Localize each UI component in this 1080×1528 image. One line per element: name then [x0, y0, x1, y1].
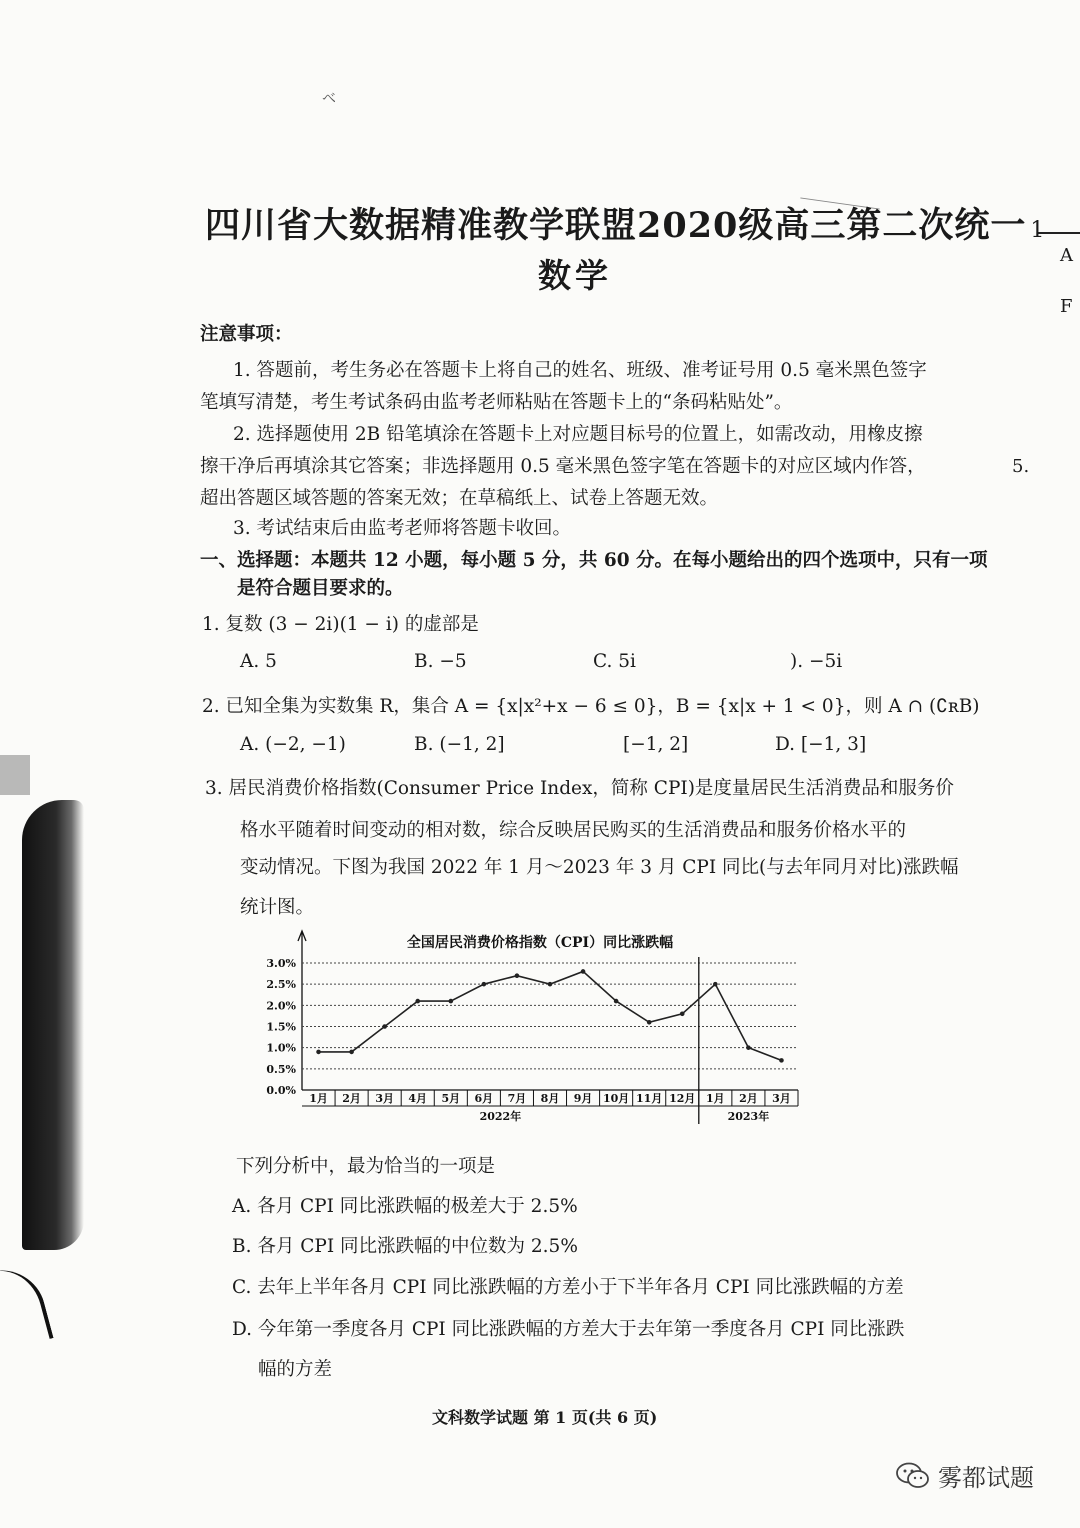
notes-line: 擦干净后再填涂其它答案；非选择题用 0.5 毫米黑色签字笔在答题卡的对应区域内作答， [200, 456, 926, 477]
watermark-text: 雾都试题 [938, 1464, 1034, 1492]
cpi-data-point [515, 973, 520, 978]
x-tick-label: 1月 [309, 1092, 328, 1105]
q1-option-d: ). −5i [790, 651, 843, 672]
cpi-data-point [548, 982, 553, 987]
x-tick-label: 4月 [408, 1092, 428, 1105]
q2-option-a: A. (−2, −1) [240, 734, 346, 755]
cpi-data-point [647, 1020, 652, 1025]
scan-shadow-fragment [0, 755, 30, 795]
cpi-data-point [349, 1050, 354, 1055]
x-tick-label: 11月 [636, 1092, 663, 1105]
cpi-data-point [746, 1045, 751, 1050]
exam-subject: 数学 [538, 256, 612, 295]
q1-option-b: B. −5 [414, 651, 467, 672]
x-tick-label: 10月 [602, 1092, 630, 1105]
year-label-2022: 2022年 [479, 1110, 522, 1123]
scan-shadow [22, 800, 84, 1250]
question-3-stem-line: 统计图。 [240, 897, 315, 918]
q2-option-c: [−1, 2] [623, 734, 689, 755]
cpi-data-point [482, 982, 487, 987]
section-heading-cont: 是符合题目要求的。 [237, 578, 404, 599]
notes-line: 2. 选择题使用 2B 铅笔填涂在答题卡上对应题目标号的位置上，如需改动，用橡皮擦 [233, 424, 923, 445]
question-1-stem: 1. 复数 (3 − 2i)(1 − i) 的虚部是 [202, 614, 479, 635]
y-tick-label: 0.5% [266, 1062, 296, 1076]
q1-option-c: C. 5i [593, 651, 636, 672]
notes-line: 3. 考试结束后由监考老师将答题卡收回。 [233, 518, 572, 539]
y-tick-label: 2.0% [266, 999, 296, 1013]
y-tick-label: 3.0% [266, 957, 296, 970]
notes-line: 1. 答题前，考生务必在答题卡上将自己的姓名、班级、准考证号用 0.5 毫米黑色签字 [233, 360, 927, 381]
q3-option-b: B. 各月 CPI 同比涨跌幅的中位数为 2.5% [232, 1236, 578, 1257]
cpi-data-point [316, 1050, 321, 1055]
edge-letter-f: F [1060, 296, 1073, 317]
q2-option-b: B. (−1, 2] [414, 734, 505, 755]
y-tick-label: 0.0% [266, 1084, 296, 1097]
cpi-line-chart [240, 925, 810, 1130]
y-tick-label: 1.0% [266, 1041, 296, 1055]
question-3-stem-line: 变动情况。下图为我国 2022 年 1 月～2023 年 3 月 CPI 同比(与去年同月对比)涨跌幅 [240, 857, 959, 878]
watermark [896, 1458, 1034, 1493]
section-heading: 一、选择题：本题共 12 小题，每小题 5 分，共 60 分。在每小题给出的四个选项中，只有一项 [200, 550, 988, 571]
question-3-prompt: 下列分析中，最为恰当的一项是 [236, 1156, 496, 1177]
x-tick-label: 7月 [507, 1092, 527, 1105]
y-tick-label: 2.5% [266, 978, 296, 992]
x-tick-label: 3月 [772, 1092, 791, 1105]
cpi-data-point [779, 1058, 784, 1063]
cpi-data-point [382, 1024, 387, 1029]
cpi-data-point [614, 999, 619, 1004]
chart-title: 全国居民消费价格指数（CPI）同比涨跌幅 [406, 935, 674, 951]
x-tick-label: 6月 [474, 1092, 494, 1105]
cpi-data-point [581, 969, 586, 974]
notes-line: 超出答题区域答题的答案无效；在草稿纸上、试卷上答题无效。 [200, 488, 719, 509]
exam-title-tail: 1 [1030, 218, 1046, 243]
question-2-stem: 2. 已知全集为实数集 R，集合 A = {x|x²+x − 6 ≤ 0}，B = {x|x + 1 < 0}，则 A ∩ (∁ʀB) [202, 696, 980, 717]
y-tick-label: 1.5% [266, 1020, 296, 1034]
q3-option-c: C. 去年上半年各月 CPI 同比涨跌幅的方差小于下半年各月 CPI 同比涨跌幅的方差 [232, 1277, 904, 1298]
edge-number: 5. [1012, 456, 1030, 477]
question-3-stem-line: 3. 居民消费价格指数(Consumer Price Index，简称 CPI)是度量居民生活消费品和服务价 [205, 778, 954, 799]
q3-option-d-cont: 幅的方差 [258, 1359, 333, 1380]
wechat-icon [896, 1462, 930, 1490]
q1-option-a: A. 5 [240, 651, 277, 672]
cpi-data-point [415, 999, 420, 1004]
cpi-data-point [680, 1012, 685, 1017]
x-tick-label: 2月 [739, 1092, 758, 1105]
cpi-data-point [713, 982, 718, 987]
edge-letter-a: A [1060, 245, 1073, 266]
x-tick-label: 3月 [375, 1092, 394, 1105]
year-label-2023: 2023年 [727, 1110, 770, 1123]
scan-shadow-curve [0, 1261, 54, 1350]
q2-option-d: D. [−1, 3] [775, 734, 867, 755]
question-3-stem-line: 格水平随着时间变动的相对数，综合反映居民购买的生活消费品和服务价格水平的 [240, 820, 907, 841]
cpi-data-point [449, 999, 454, 1004]
x-tick-label: 2月 [342, 1092, 361, 1105]
q3-option-a: A. 各月 CPI 同比涨跌幅的极差大于 2.5% [232, 1196, 578, 1217]
page-footer: 文科数学试题 第 1 页(共 6 页) [432, 1408, 658, 1427]
scan-mark: ベ [322, 91, 336, 107]
x-tick-label: 8月 [540, 1092, 560, 1105]
x-tick-label: 12月 [669, 1092, 696, 1105]
notes-line: 笔填写清楚，考生考试条码由监考老师粘贴在答题卡上的“条码粘贴处”。 [200, 392, 793, 413]
q3-option-d: D. 今年第一季度各月 CPI 同比涨跌幅的方差大于去年第一季度各月 CPI 同比涨跌 [232, 1319, 905, 1340]
x-tick-label: 5月 [441, 1092, 461, 1105]
x-tick-label: 1月 [706, 1092, 725, 1105]
exam-title-main: 四川省大数据精准教学联盟2020级高三第二次统一 [205, 205, 1027, 246]
x-tick-label: 9月 [573, 1092, 593, 1105]
notes-heading: 注意事项： [200, 324, 293, 345]
exam-title [205, 198, 1045, 248]
